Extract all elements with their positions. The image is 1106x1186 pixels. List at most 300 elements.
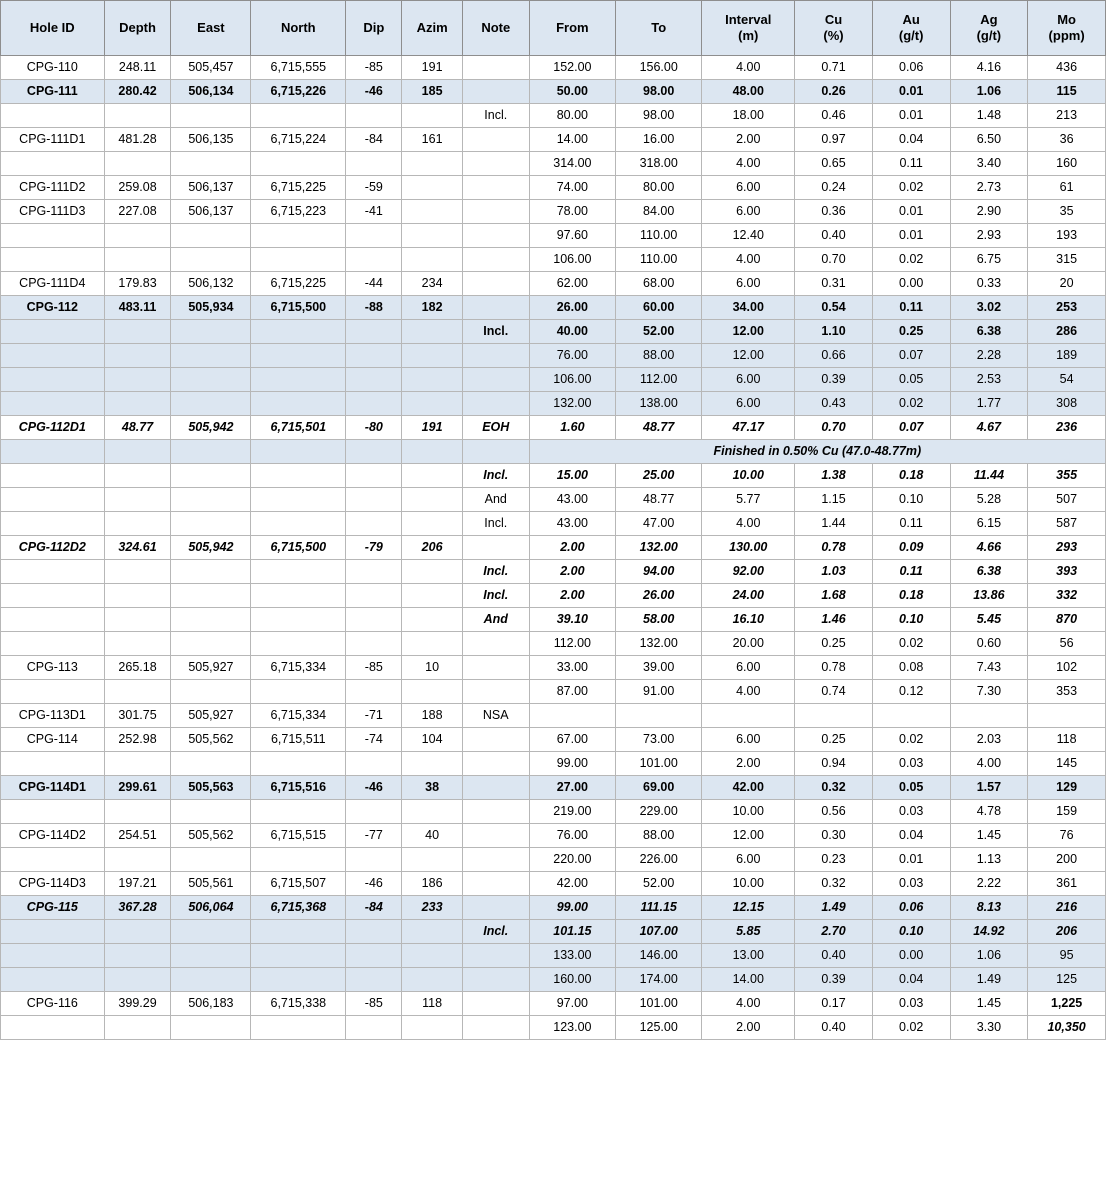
table-cell xyxy=(251,512,346,536)
table-cell xyxy=(462,440,529,464)
table-cell: -77 xyxy=(346,824,402,848)
table-cell: 161 xyxy=(402,128,462,152)
table-cell: 27.00 xyxy=(529,776,615,800)
table-cell: Incl. xyxy=(462,320,529,344)
table-cell: 229.00 xyxy=(616,800,702,824)
table-cell: 301.75 xyxy=(104,704,171,728)
hole-id-cell xyxy=(1,968,105,992)
table-row xyxy=(1,968,1106,992)
table-cell xyxy=(251,560,346,584)
table-cell xyxy=(104,320,171,344)
table-cell: 361 xyxy=(1028,872,1106,896)
table-cell xyxy=(171,104,251,128)
table-cell: 227.08 xyxy=(104,200,171,224)
table-cell: 39.00 xyxy=(616,656,702,680)
table-cell: 0.94 xyxy=(795,752,873,776)
table-cell xyxy=(104,800,171,824)
hole-id-cell xyxy=(1,632,105,656)
table-row xyxy=(1,632,1106,656)
table-cell: 2.00 xyxy=(529,536,615,560)
table-cell: 0.25 xyxy=(795,632,873,656)
table-cell xyxy=(251,464,346,488)
hole-id-cell xyxy=(1,224,105,248)
table-cell: 36 xyxy=(1028,128,1106,152)
table-cell: 6,715,334 xyxy=(251,704,346,728)
table-cell: 6,715,368 xyxy=(251,896,346,920)
table-cell: 10.00 xyxy=(702,464,795,488)
table-cell xyxy=(104,1016,171,1040)
hole-id-cell: CPG-112D2 xyxy=(1,536,105,560)
table-cell: 0.43 xyxy=(795,392,873,416)
table-cell: 0.70 xyxy=(795,248,873,272)
table-cell: 0.06 xyxy=(872,896,950,920)
table-cell xyxy=(171,920,251,944)
table-cell: 25.00 xyxy=(616,464,702,488)
table-cell: 4.66 xyxy=(950,536,1028,560)
table-cell: 505,561 xyxy=(171,872,251,896)
table-cell: 146.00 xyxy=(616,944,702,968)
table-cell xyxy=(104,104,171,128)
table-cell: 200 xyxy=(1028,848,1106,872)
table-cell: And xyxy=(462,608,529,632)
table-cell xyxy=(1,440,105,464)
table-cell: 1.13 xyxy=(950,848,1028,872)
table-cell: 98.00 xyxy=(616,104,702,128)
table-cell: 506,183 xyxy=(171,992,251,1016)
table-cell: 6.50 xyxy=(950,128,1028,152)
table-cell: 0.56 xyxy=(795,800,873,824)
hole-id-cell: CPG-114D1 xyxy=(1,776,105,800)
table-cell xyxy=(251,968,346,992)
table-cell: 367.28 xyxy=(104,896,171,920)
table-cell: -46 xyxy=(346,776,402,800)
table-cell: 0.24 xyxy=(795,176,873,200)
table-cell: 101.00 xyxy=(616,752,702,776)
table-row xyxy=(1,440,1106,464)
table-cell: 42.00 xyxy=(702,776,795,800)
table-cell xyxy=(104,440,171,464)
table-cell: 0.23 xyxy=(795,848,873,872)
table-cell: 101.15 xyxy=(529,920,615,944)
hole-id-cell xyxy=(1,752,105,776)
table-cell xyxy=(104,848,171,872)
table-cell: 0.46 xyxy=(795,104,873,128)
merged-note-cell: Finished in 0.50% Cu (47.0-48.77m) xyxy=(529,440,1105,464)
table-cell: 106.00 xyxy=(529,248,615,272)
table-cell xyxy=(171,488,251,512)
table-cell: 118 xyxy=(402,992,462,1016)
table-cell: 0.01 xyxy=(872,224,950,248)
table-cell: 12.40 xyxy=(702,224,795,248)
table-cell: 286 xyxy=(1028,320,1106,344)
table-row xyxy=(1,176,1106,200)
table-header xyxy=(1,1,1106,56)
table-cell: 6,715,224 xyxy=(251,128,346,152)
column-header-au: Au (g/t) xyxy=(872,1,950,56)
table-cell: 94.00 xyxy=(616,560,702,584)
table-cell xyxy=(346,392,402,416)
table-cell: 0.08 xyxy=(872,656,950,680)
table-cell: And xyxy=(462,488,529,512)
table-row xyxy=(1,584,1106,608)
table-row xyxy=(1,320,1106,344)
table-cell: 505,942 xyxy=(171,536,251,560)
hole-id-cell xyxy=(1,584,105,608)
table-cell: 20 xyxy=(1028,272,1106,296)
table-cell: 48.77 xyxy=(616,416,702,440)
table-cell xyxy=(251,224,346,248)
table-cell: 197.21 xyxy=(104,872,171,896)
table-cell: EOH xyxy=(462,416,529,440)
table-cell xyxy=(104,464,171,488)
column-header-from: From xyxy=(529,1,615,56)
table-cell: 185 xyxy=(402,80,462,104)
table-cell xyxy=(462,224,529,248)
table-row xyxy=(1,608,1106,632)
table-cell: 0.36 xyxy=(795,200,873,224)
table-cell: 0.26 xyxy=(795,80,873,104)
table-cell xyxy=(462,944,529,968)
table-cell: 73.00 xyxy=(616,728,702,752)
table-cell: 299.61 xyxy=(104,776,171,800)
hole-id-cell xyxy=(1,944,105,968)
table-cell: 6.00 xyxy=(702,272,795,296)
table-cell: 42.00 xyxy=(529,872,615,896)
table-cell: 481.28 xyxy=(104,128,171,152)
table-cell: -85 xyxy=(346,992,402,1016)
table-cell: 506,135 xyxy=(171,128,251,152)
table-cell: Incl. xyxy=(462,920,529,944)
table-cell: 1.46 xyxy=(795,608,873,632)
table-cell: 0.40 xyxy=(795,1016,873,1040)
table-cell xyxy=(171,944,251,968)
table-cell: 50.00 xyxy=(529,80,615,104)
column-header-note: Note xyxy=(462,1,529,56)
table-cell xyxy=(171,968,251,992)
table-cell: 318.00 xyxy=(616,152,702,176)
table-cell: 20.00 xyxy=(702,632,795,656)
table-cell: 6,715,226 xyxy=(251,80,346,104)
table-cell: 3.02 xyxy=(950,296,1028,320)
table-cell: 1.10 xyxy=(795,320,873,344)
hole-id-cell: CPG-115 xyxy=(1,896,105,920)
table-cell xyxy=(402,584,462,608)
table-cell: 506,134 xyxy=(171,80,251,104)
table-cell: 6.00 xyxy=(702,176,795,200)
table-cell: 1.44 xyxy=(795,512,873,536)
table-cell: -88 xyxy=(346,296,402,320)
table-cell: 48.00 xyxy=(702,80,795,104)
table-cell xyxy=(171,368,251,392)
table-cell xyxy=(346,1016,402,1040)
table-cell: 4.00 xyxy=(702,152,795,176)
table-cell xyxy=(950,704,1028,728)
table-cell: 0.10 xyxy=(872,920,950,944)
table-cell: 314.00 xyxy=(529,152,615,176)
table-cell: 252.98 xyxy=(104,728,171,752)
table-cell xyxy=(251,392,346,416)
table-cell: 76.00 xyxy=(529,344,615,368)
table-cell xyxy=(346,344,402,368)
table-cell xyxy=(171,1016,251,1040)
table-cell: 6.00 xyxy=(702,848,795,872)
table-cell xyxy=(104,968,171,992)
table-cell: 40.00 xyxy=(529,320,615,344)
table-cell: 6,715,507 xyxy=(251,872,346,896)
hole-id-cell xyxy=(1,1016,105,1040)
table-cell xyxy=(402,176,462,200)
table-cell: 0.18 xyxy=(872,584,950,608)
table-cell: 12.00 xyxy=(702,344,795,368)
table-cell: 0.25 xyxy=(872,320,950,344)
table-cell: 189 xyxy=(1028,344,1106,368)
hole-id-cell xyxy=(1,344,105,368)
table-row xyxy=(1,776,1106,800)
table-cell: 74.00 xyxy=(529,176,615,200)
table-cell xyxy=(462,896,529,920)
table-cell: 6,715,500 xyxy=(251,296,346,320)
table-cell xyxy=(346,800,402,824)
table-cell xyxy=(171,224,251,248)
table-cell: 1.68 xyxy=(795,584,873,608)
table-row xyxy=(1,944,1106,968)
table-cell xyxy=(462,200,529,224)
table-cell: 125 xyxy=(1028,968,1106,992)
table-cell: 0.40 xyxy=(795,944,873,968)
table-cell: 505,927 xyxy=(171,704,251,728)
table-cell xyxy=(529,704,615,728)
table-cell xyxy=(346,680,402,704)
table-cell xyxy=(402,680,462,704)
hole-id-cell: CPG-111D2 xyxy=(1,176,105,200)
table-cell: 2.73 xyxy=(950,176,1028,200)
table-cell: 4.16 xyxy=(950,56,1028,80)
table-row xyxy=(1,488,1106,512)
table-cell xyxy=(795,704,873,728)
column-header-north: North xyxy=(251,1,346,56)
table-cell: 5.77 xyxy=(702,488,795,512)
table-cell: 129 xyxy=(1028,776,1106,800)
table-cell: 870 xyxy=(1028,608,1106,632)
hole-id-cell xyxy=(1,248,105,272)
table-cell: 34.00 xyxy=(702,296,795,320)
table-cell: 132.00 xyxy=(529,392,615,416)
table-cell: Incl. xyxy=(462,512,529,536)
table-cell xyxy=(346,488,402,512)
table-cell: 1.38 xyxy=(795,464,873,488)
table-cell: 6,715,225 xyxy=(251,176,346,200)
table-cell: 0.05 xyxy=(872,368,950,392)
table-cell: 47.17 xyxy=(702,416,795,440)
table-cell xyxy=(616,704,702,728)
table-cell xyxy=(462,368,529,392)
table-cell: -85 xyxy=(346,56,402,80)
table-cell: 78.00 xyxy=(529,200,615,224)
table-cell: 6.38 xyxy=(950,560,1028,584)
table-cell: 104 xyxy=(402,728,462,752)
table-cell: 10.00 xyxy=(702,800,795,824)
table-cell xyxy=(462,992,529,1016)
table-cell: 76 xyxy=(1028,824,1106,848)
table-cell xyxy=(402,800,462,824)
table-cell xyxy=(462,128,529,152)
table-cell: 1,225 xyxy=(1028,992,1106,1016)
table-cell: 6,715,223 xyxy=(251,200,346,224)
table-cell: -41 xyxy=(346,200,402,224)
table-cell xyxy=(402,200,462,224)
table-cell: 38 xyxy=(402,776,462,800)
table-cell: 125.00 xyxy=(616,1016,702,1040)
table-cell: 0.09 xyxy=(872,536,950,560)
table-cell: 4.78 xyxy=(950,800,1028,824)
table-cell xyxy=(1028,704,1106,728)
table-cell: 15.00 xyxy=(529,464,615,488)
table-cell xyxy=(104,248,171,272)
table-cell xyxy=(251,320,346,344)
table-cell: 0.04 xyxy=(872,824,950,848)
table-cell: 254.51 xyxy=(104,824,171,848)
table-row xyxy=(1,848,1106,872)
table-cell: 186 xyxy=(402,872,462,896)
header-row xyxy=(1,1,1106,56)
table-cell: 0.02 xyxy=(872,632,950,656)
table-cell: 3.40 xyxy=(950,152,1028,176)
table-cell: 0.02 xyxy=(872,728,950,752)
table-cell: 0.03 xyxy=(872,872,950,896)
table-cell: 0.07 xyxy=(872,416,950,440)
hole-id-cell: CPG-110 xyxy=(1,56,105,80)
table-cell: 507 xyxy=(1028,488,1106,512)
table-cell xyxy=(462,872,529,896)
table-cell: 35 xyxy=(1028,200,1106,224)
table-cell: 0.11 xyxy=(872,296,950,320)
table-cell: 97.60 xyxy=(529,224,615,248)
table-cell xyxy=(104,944,171,968)
table-cell xyxy=(104,920,171,944)
table-cell: 138.00 xyxy=(616,392,702,416)
table-cell: 324.61 xyxy=(104,536,171,560)
table-cell xyxy=(104,152,171,176)
column-header-ag: Ag (g/t) xyxy=(950,1,1028,56)
table-cell: 0.78 xyxy=(795,656,873,680)
table-cell: 393 xyxy=(1028,560,1106,584)
table-cell: 6.00 xyxy=(702,368,795,392)
table-body xyxy=(1,56,1106,1040)
table-cell xyxy=(251,608,346,632)
table-cell xyxy=(402,560,462,584)
table-cell xyxy=(462,176,529,200)
table-cell xyxy=(104,344,171,368)
table-cell: 107.00 xyxy=(616,920,702,944)
table-cell: 52.00 xyxy=(616,320,702,344)
table-cell: -84 xyxy=(346,896,402,920)
table-row xyxy=(1,1016,1106,1040)
table-cell xyxy=(402,752,462,776)
table-cell: 2.00 xyxy=(702,128,795,152)
table-cell: 2.00 xyxy=(529,584,615,608)
table-cell: 2.03 xyxy=(950,728,1028,752)
table-cell xyxy=(171,392,251,416)
table-cell: 67.00 xyxy=(529,728,615,752)
table-cell: 248.11 xyxy=(104,56,171,80)
table-row xyxy=(1,752,1106,776)
table-cell xyxy=(171,680,251,704)
table-cell: 0.02 xyxy=(872,1016,950,1040)
table-cell: 1.57 xyxy=(950,776,1028,800)
table-cell xyxy=(104,224,171,248)
hole-id-cell xyxy=(1,560,105,584)
table-cell xyxy=(251,632,346,656)
table-cell: 206 xyxy=(1028,920,1106,944)
table-cell: 587 xyxy=(1028,512,1106,536)
table-cell xyxy=(171,752,251,776)
table-cell: -79 xyxy=(346,536,402,560)
table-cell: 0.01 xyxy=(872,200,950,224)
table-cell xyxy=(346,512,402,536)
table-cell: 99.00 xyxy=(529,896,615,920)
table-cell xyxy=(171,464,251,488)
table-cell xyxy=(346,752,402,776)
hole-id-cell: CPG-112D1 xyxy=(1,416,105,440)
table-cell: 10 xyxy=(402,656,462,680)
table-cell xyxy=(462,632,529,656)
table-cell: 1.03 xyxy=(795,560,873,584)
table-cell: -46 xyxy=(346,872,402,896)
table-row xyxy=(1,416,1106,440)
table-cell: 259.08 xyxy=(104,176,171,200)
table-cell: 6,715,555 xyxy=(251,56,346,80)
table-cell: 4.00 xyxy=(702,680,795,704)
table-cell: 6,715,516 xyxy=(251,776,346,800)
table-cell: 26.00 xyxy=(529,296,615,320)
table-row xyxy=(1,704,1106,728)
table-cell: 60.00 xyxy=(616,296,702,320)
table-cell xyxy=(171,440,251,464)
table-cell: 506,064 xyxy=(171,896,251,920)
table-cell: 233 xyxy=(402,896,462,920)
table-cell: 253 xyxy=(1028,296,1106,320)
table-cell: 2.53 xyxy=(950,368,1028,392)
table-cell xyxy=(171,584,251,608)
table-cell: 0.32 xyxy=(795,776,873,800)
table-cell: 18.00 xyxy=(702,104,795,128)
table-cell xyxy=(402,944,462,968)
table-row xyxy=(1,296,1106,320)
column-header-dip: Dip xyxy=(346,1,402,56)
table-cell: 226.00 xyxy=(616,848,702,872)
table-cell: 0.11 xyxy=(872,512,950,536)
table-cell: 4.00 xyxy=(702,248,795,272)
table-cell xyxy=(346,224,402,248)
table-cell: 0.66 xyxy=(795,344,873,368)
table-cell: 6.00 xyxy=(702,656,795,680)
table-cell: 1.45 xyxy=(950,824,1028,848)
table-cell: 505,934 xyxy=(171,296,251,320)
table-cell: 236 xyxy=(1028,416,1106,440)
table-cell xyxy=(402,1016,462,1040)
table-row xyxy=(1,368,1106,392)
table-cell: 0.05 xyxy=(872,776,950,800)
table-cell xyxy=(251,368,346,392)
table-cell: 0.71 xyxy=(795,56,873,80)
table-cell: 98.00 xyxy=(616,80,702,104)
table-cell: 2.00 xyxy=(529,560,615,584)
table-cell xyxy=(346,920,402,944)
table-cell: 6.00 xyxy=(702,728,795,752)
table-cell: Incl. xyxy=(462,464,529,488)
table-cell: 6,715,511 xyxy=(251,728,346,752)
table-cell xyxy=(171,800,251,824)
